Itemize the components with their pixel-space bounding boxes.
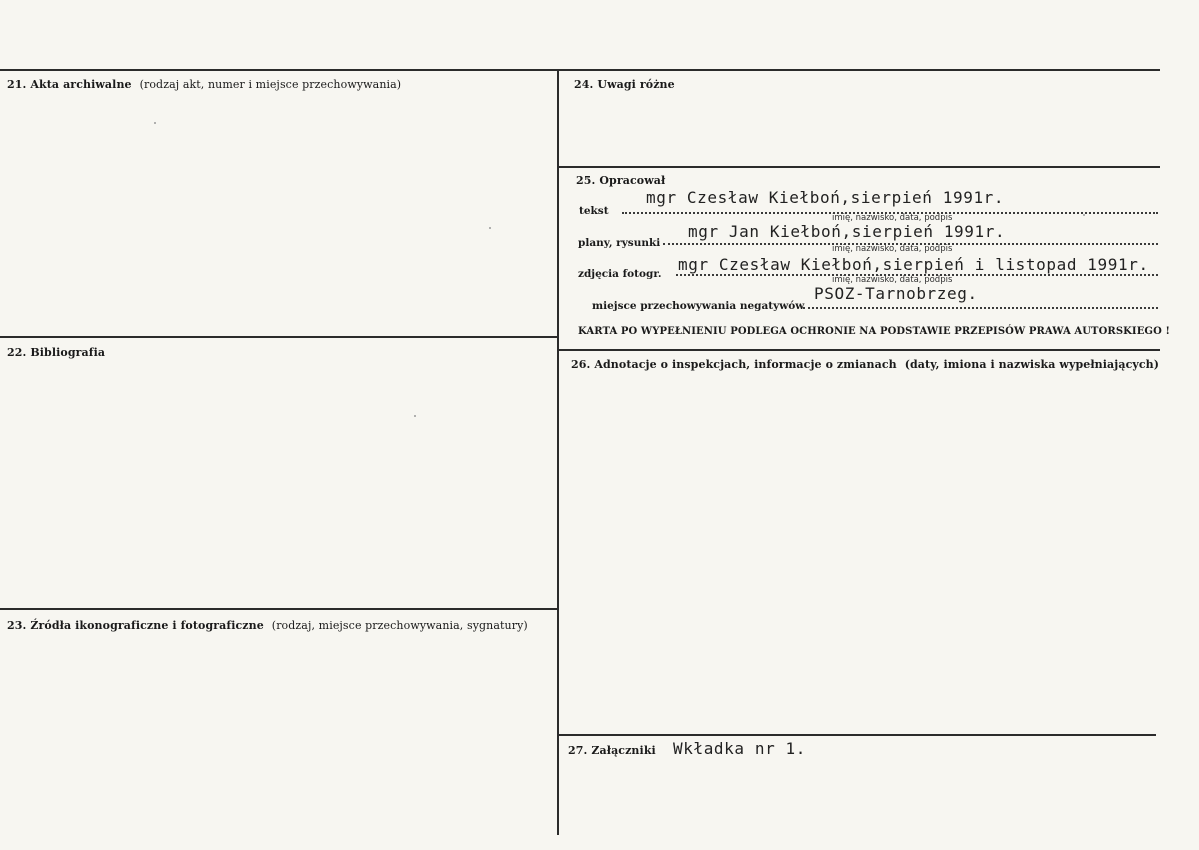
text-author-value: mgr Czesław Kiełboń,sierpień 1991r. (646, 188, 1005, 207)
drawings-author-label: plany, rysunki (578, 237, 661, 249)
section-27-label (568, 744, 656, 757)
negatives-location-label: miejsce przechowywania negatywów (592, 300, 805, 312)
attachments-value: Wkładka nr 1. (673, 739, 807, 758)
section-24-title: Uwagi różne (597, 78, 675, 91)
section-23-title: Źródła ikonograficzne i fotograficzne (30, 619, 264, 632)
divider-24-25 (558, 166, 1160, 168)
section-23-number: 23. (7, 619, 27, 632)
section-27-number: 27. (568, 744, 588, 757)
scan-speck (414, 415, 416, 417)
photos-author-caption: imię, nazwisko, data, podpis (832, 275, 953, 285)
section-24-number: 24. (574, 78, 594, 91)
text-author-label: tekst (579, 205, 609, 217)
section-22-title: Bibliografia (30, 346, 106, 359)
text-author-caption: imię, nazwisko, data, podpis (832, 213, 953, 223)
scan-speck (154, 122, 156, 124)
section-21-title: Akta archiwalne (30, 78, 132, 91)
section-21-label (7, 78, 401, 91)
negatives-location-value: PSOZ-Tarnobrzeg. (814, 284, 978, 303)
section-24-label (574, 78, 675, 91)
section-26-subtitle: (daty, imiona i nazwiska wypełniających) (904, 358, 1160, 371)
scan-speck (489, 227, 491, 229)
section-22-number: 22. (7, 346, 27, 359)
photos-author-value: mgr Czesław Kiełboń,sierpień i listopad 1991r. (678, 255, 1149, 274)
section-22-label (7, 346, 105, 359)
divider-21-22 (0, 336, 558, 338)
divider-26-27 (558, 734, 1156, 736)
divider-25-26 (558, 349, 1160, 351)
photos-author-label: zdjęcia fotogr. (578, 268, 662, 280)
section-26-number: 26. (571, 358, 591, 371)
scan-speck (1083, 214, 1085, 216)
section-23-subtitle: (rodzaj, miejsce przechowywania, sygnatury) (271, 619, 528, 632)
negatives-location-line (803, 307, 1158, 309)
center-divider (557, 69, 559, 835)
section-25-number: 25. (576, 174, 596, 187)
drawings-author-value: mgr Jan Kiełboń,sierpień 1991r. (688, 222, 1006, 241)
section-25-title: Opracował (599, 174, 666, 187)
section-23-label (7, 619, 528, 632)
section-25-label (576, 174, 665, 187)
drawings-author-caption: imię, nazwisko, data, podpis (832, 244, 953, 254)
section-21-subtitle: (rodzaj akt, numer i miejsce przechowywania) (139, 78, 402, 91)
section-26-title: Adnotacje o inspekcjach, informacje o zmianach (594, 358, 897, 371)
section-21-number: 21. (7, 78, 27, 91)
copyright-warning: KARTA PO WYPEŁNIENIU PODLEGA OCHRONIE NA PODSTAWIE PRZEPISÓW PRAWA AUTORSKIEGO ! (578, 326, 1170, 337)
top-rule (0, 69, 1160, 71)
divider-22-23 (0, 608, 558, 610)
section-27-title: Załączniki (591, 744, 656, 757)
section-26-label (571, 358, 1159, 371)
